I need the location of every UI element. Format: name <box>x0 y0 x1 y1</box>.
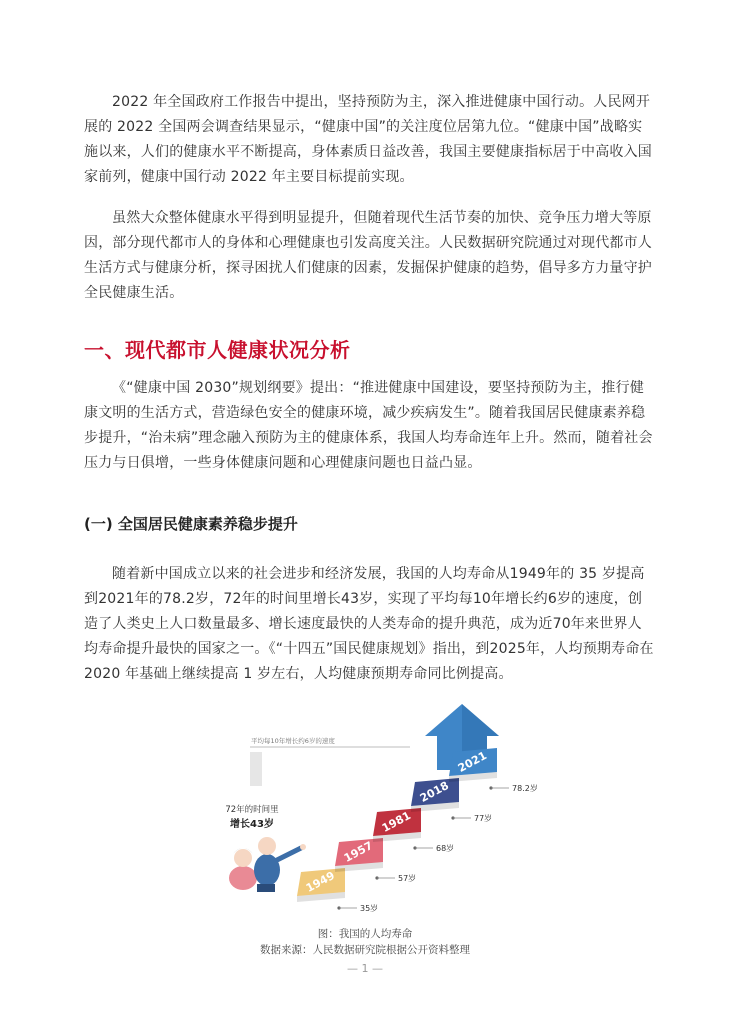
section-paragraph: 《“健康中国 2030”规划纲要》提出：“推进健康中国建设，要坚持预防为主，推行健康文明的生活方式，营造绿色安全的健康环境，减少疾病发生”。随着我国居民健康素养稳步提升，“治未病”理念融入预防为主的健康体系，我国人均寿命连年上升。然而，随着社会压力与日俱增，一些身体健康问题和心理健康问题也日益凸显。 <box>84 380 653 471</box>
figure-source: 数据来源：人民数据研究院根据公开资料整理 <box>260 944 470 956</box>
year-label-1957: 1957 <box>341 838 375 865</box>
top-note-text: 平均每10年增长约6岁的速度 <box>251 737 335 745</box>
year-label-1949: 1949 <box>303 868 337 895</box>
top-note-bar <box>250 752 262 786</box>
figure-caption: 图：我国的人均寿命 <box>317 928 413 940</box>
value-label-1981: 68岁 <box>436 844 455 853</box>
value-label-1957: 57岁 <box>398 874 417 883</box>
intro-paragraph-1: 2022 年全国政府工作报告中提出，坚持预防为主，深入推进健康中国行动。人民网开展的 2022 全国两会调查结果显示，“健康中国”的关注度位居第九位。“健康中国”战略实施以来，人们的健康水平不断提高，身体素质日益改善，我国主要健康指标居于中高收入国家前列，健康中国行动 2022 年主要目标提前实现。 <box>84 94 652 185</box>
intro-paragraph-2: 虽然大众整体健康水平得到明显提升，但随着现代生活节奏的加快、竞争压力增大等原因，部分现代都市人的身体和心理健康也引发高度关注。人民数据研究院通过对现代都市人生活方式与健康分析，探寻困扰人们健康的因素，发掘保护健康的趋势，倡导多方力量守护全民健康生活。 <box>84 210 652 301</box>
callout-line-2: 增长43岁 <box>230 819 274 830</box>
value-label-2021: 78.2岁 <box>512 784 538 793</box>
stair-steps <box>297 748 497 902</box>
section-heading: 一、现代都市人健康状况分析 <box>84 338 351 362</box>
value-label-2018: 77岁 <box>474 814 493 823</box>
page-number: — 1 — <box>347 962 383 975</box>
year-label-2018: 2018 <box>417 778 451 805</box>
subsection-heading: (一) 全国居民健康素养稳步提升 <box>84 515 298 533</box>
life-expectancy-staircase-chart <box>205 700 545 922</box>
elderly-couple-icon <box>229 837 306 892</box>
year-label-2021: 2021 <box>455 748 489 775</box>
callout-line-1: 72年的时间里 <box>225 805 279 815</box>
value-label-1949: 35岁 <box>360 904 379 913</box>
subsection-paragraph: 随着新中国成立以来的社会进步和经济发展，我国的人均寿命从1949年的 35 岁提高到2021年的78.2岁，72年的时间里增长43岁，实现了平均每10年增长约6岁的速度，创造了人类史上人口数量最多、增长速度最快的人类寿命的提升典范，成为近70年来世界人均寿命提升最快的国家之一。《“十四五”国民健康规划》指出，到2025年，人均预期寿命在 2020 年基础上继续提高 1 岁左右，人均健康预期寿命同比例提高。 <box>84 566 654 682</box>
year-label-1981: 1981 <box>379 808 413 835</box>
